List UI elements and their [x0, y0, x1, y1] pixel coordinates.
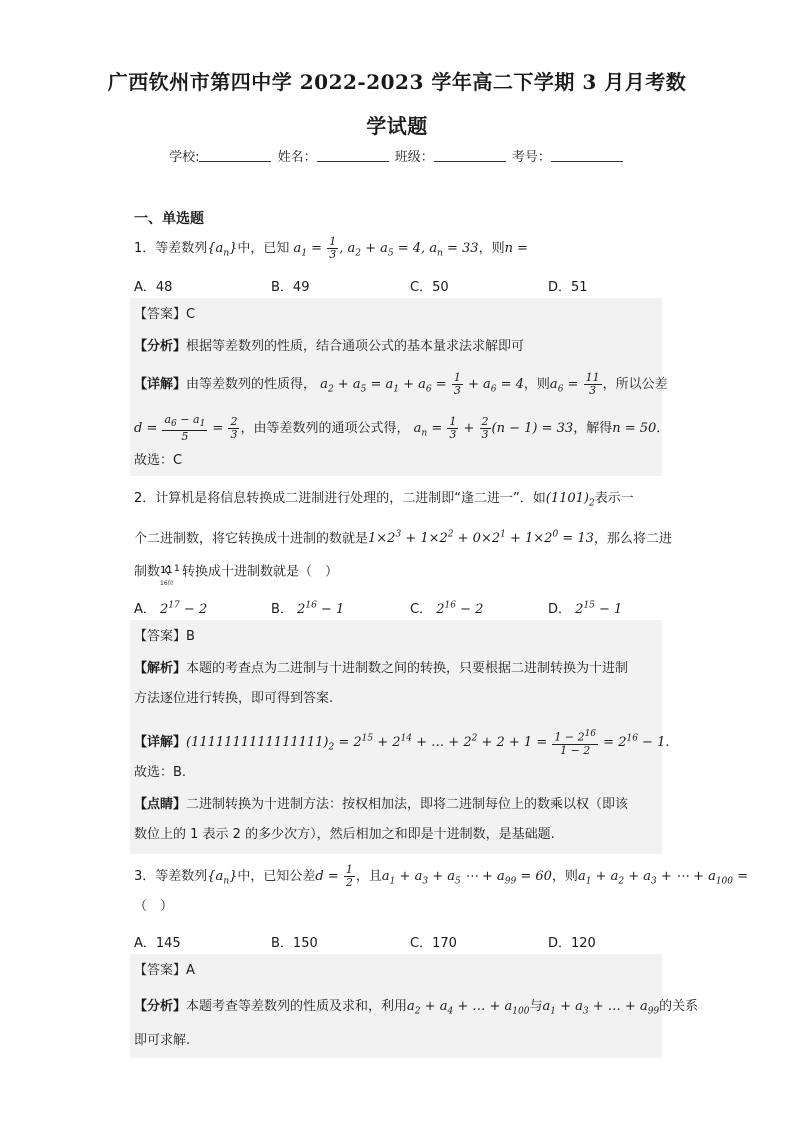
q2-comment-continued: 数位上的 1 表示 2 的多少次方），然后相加之和即是十进制数，是基础题. [134, 827, 555, 842]
q1-stem-text: 中，已知 [237, 241, 290, 256]
exam-number-blank[interactable] [551, 149, 623, 162]
q2-option-d[interactable]: D． $2^{15} - 1$ [548, 600, 623, 617]
class-blank[interactable] [434, 149, 506, 162]
q3-stem-paren: （ ） [134, 899, 174, 914]
class-label: 班级： [394, 150, 434, 165]
svg-text:11: 11 [160, 565, 173, 576]
q2-analysis-continued: 方法逐位进行转换，即可得到答案. [134, 691, 334, 706]
q1-detail-continued: d = $\frac{a_6 - a_1}{5}$ = $\frac{2}{3}$ ，由等差数列的通项公式得， $a_n$ = $\frac{1}{3}$ + $\frac{2}{3}$ (n − 1) = 33，解得n = 50． [134, 413, 670, 444]
q2-stem-line3: 制数 11 1 16位 转换成十进制数就是（ ） [134, 562, 664, 582]
svg-text:1: 1 [174, 564, 180, 574]
q2-analysis: 【解析】本题的考查点为二进制与十进制数之间的转换，只要根据二进制转换为十进制 [134, 661, 629, 676]
q1-given: $a_1$ = $\frac{1}{3}$ , $a_2 + a_5 = 4$, $a_n = 33$ [293, 235, 479, 261]
name-blank[interactable] [317, 149, 389, 162]
page-title: 广西钦州市第四中学 2022-2023 学年高二下学期 3 月月考数 [107, 70, 687, 94]
name-label: 姓名： [277, 150, 317, 165]
student-info-row [0, 146, 794, 165]
school-label: 学校: [169, 150, 200, 165]
binary-ones-icon [160, 562, 182, 587]
q3-option-a[interactable]: A．145 [134, 936, 181, 951]
q2-stem-line1: 2．计算机是将信息转换成二进制进行处理的，二进制即“逢二进一”．如$(1101)_2$表示一 [134, 491, 634, 509]
exam-number-label: 考号： [511, 150, 551, 165]
q2-option-c[interactable]: C． $2^{16} - 2$ [410, 600, 484, 617]
q1-option-c[interactable]: C．50 [410, 280, 449, 295]
q2-comment: 【点睛】二进制转换为十进制方法：按权相加法，即将二进制每位上的数乘以权（即该 [134, 797, 629, 812]
q1-seq: $\{a_n\}$ [207, 241, 238, 259]
q3-answer: 【答案】A [134, 963, 195, 978]
school-blank[interactable] [199, 149, 271, 162]
q3-option-b[interactable]: B．150 [271, 936, 318, 951]
section-heading: 一、单选题 [134, 211, 204, 227]
q2-option-b[interactable]: B． $2^{16} - 1$ [271, 600, 345, 617]
q1-conclusion: 故选：C [134, 453, 183, 468]
page-title-continued: 学试题 [366, 114, 428, 138]
q1-stem: 1．等差数列$\{a_n\}$中，已知 $a_1$ = $\frac{1}{3}$ , $a_2 + a_5 = 4$, $a_n = 33$，则n = [134, 235, 528, 261]
binary-ones-label: 16位 [160, 580, 174, 587]
q1-stem-text: 1．等差数列 [134, 241, 208, 256]
q3-stem: 3．等差数列$\{a_n\}$中，已知公差d = $\frac{1}{2}$ ，且$a_1 + a_3 + a_5$ ⋯ + $a_{99} = 60$，则$a_1 + a_2 + a_3$ + ⋯ + $a_{100}$ = [134, 863, 749, 889]
q2-option-a[interactable]: A． $2^{17} - 2$ [134, 600, 208, 617]
q2-answer: 【答案】B [134, 629, 195, 644]
q1-stem-text: ，则 [478, 241, 505, 256]
q1-option-a[interactable]: A．48 [134, 280, 173, 295]
q1-option-d[interactable]: D．51 [548, 280, 588, 295]
q3-analysis: 【分析】本题考查等差数列的性质及求和，利用$a_2 + a_4$ + … + $a_{100}$与$a_1 + a_3$ + … + $a_{99}$的关系 [134, 999, 699, 1017]
q3-option-c[interactable]: C．170 [410, 936, 457, 951]
q3-option-d[interactable]: D．120 [548, 936, 596, 951]
q1-answer: 【答案】C [134, 307, 196, 322]
q2-stem-line2: 个二进制数，将它转换成十进制的数就是$1\times 2^3 + 1\times 2^2 + 0\times 2^1 + 1\times 2^0 = 13$，那么将二进 [134, 530, 672, 547]
q1-analysis: 【分析】根据等差数列的性质，结合通项公式的基本量求法求解即可 [134, 339, 525, 354]
q2-conclusion: 故选：B. [134, 765, 187, 780]
q1-option-b[interactable]: B．49 [271, 280, 310, 295]
q1-detail: 【详解】由等差数列的性质得， $a_2 + a_5 = a_1 + a_6$ = $\frac{1}{3}$ + $a_6 = 4$，则$a_6$ = $\frac{11}{3}$ ，所以公差 [134, 371, 668, 397]
q2-detail: 【详解】$(1111111111111111)_2 = 2^{15} + 2^{14}$ + … + $2^2 + 2 + 1$ = $\frac{1 - 2^{16}}{1 - 2}$ = $2^{16} - 1$. [134, 729, 670, 757]
q3-analysis-continued: 即可求解. [134, 1033, 191, 1048]
